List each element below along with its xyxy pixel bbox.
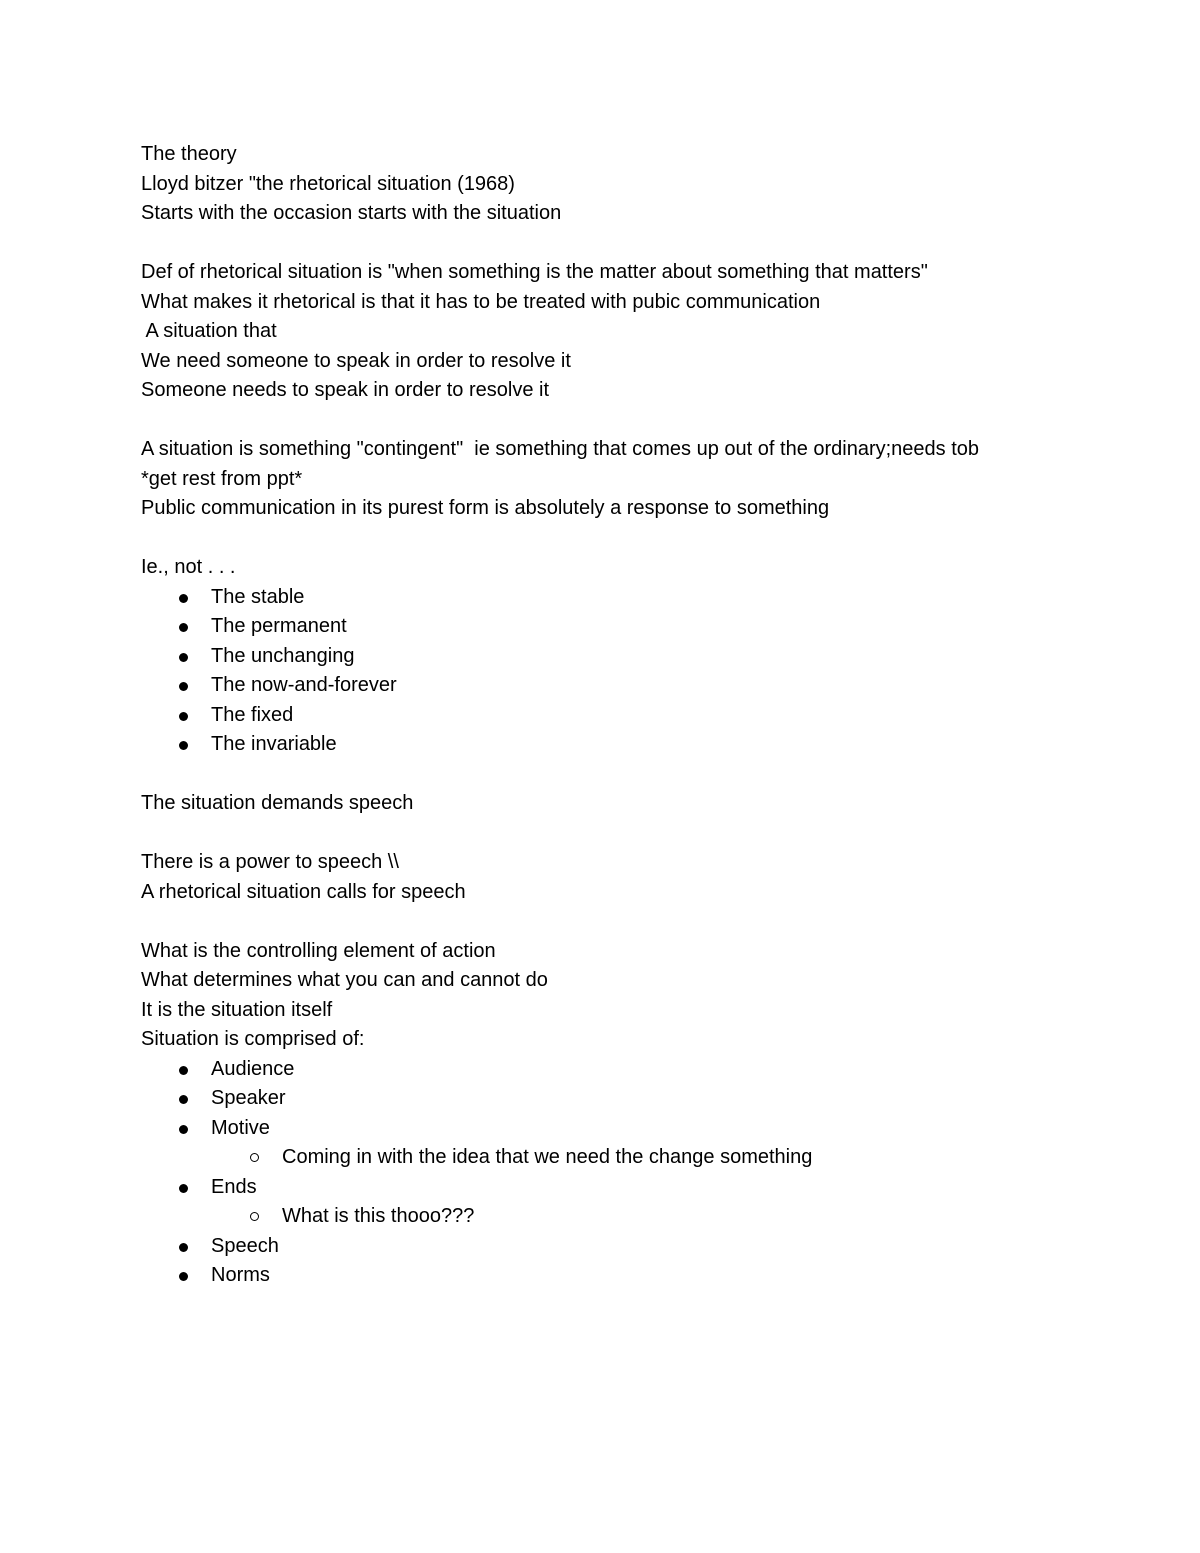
list-item-label: Norms <box>211 1264 270 1286</box>
list-item-label: The unchanging <box>211 644 355 667</box>
text-line: Situation is comprised of: <box>141 1028 365 1050</box>
bullet-icon <box>179 712 188 721</box>
list-item <box>141 1173 1101 1203</box>
bullet-icon <box>179 1095 188 1104</box>
list-item <box>141 583 1101 613</box>
text-line: A situation that <box>141 320 277 342</box>
sub-list-item <box>141 1143 1101 1173</box>
list-item-label: Speaker <box>211 1087 286 1109</box>
bullet-icon <box>179 1125 188 1134</box>
list-item <box>141 701 1101 731</box>
list-item-label: The fixed <box>211 703 294 726</box>
sub-list-item-label: Coming in with the idea that we need the change something <box>282 1146 813 1168</box>
list-item <box>141 1232 1101 1262</box>
list-item-label: The now-and-forever <box>211 674 397 696</box>
hollow-bullet-icon <box>250 1212 259 1221</box>
bullet-icon <box>179 1184 188 1193</box>
bullet-icon <box>179 623 188 632</box>
text-line: What determines what you can and cannot do <box>141 969 548 991</box>
text-line: Starts with the occasion starts with the situation <box>141 202 562 224</box>
text-line: Someone needs to speak in order to resolve it <box>141 379 550 401</box>
text-line: A situation is something "contingent" ie something that comes up out of the ordinary;needs tob <box>141 438 980 460</box>
hollow-bullet-icon <box>250 1153 259 1162</box>
sub-list-item <box>141 1202 1101 1232</box>
document-body <box>141 140 1101 1291</box>
text-line: Ie., not . . . <box>141 556 236 578</box>
sub-list-item-label: What is this thooo??? <box>282 1205 475 1227</box>
bullet-icon <box>179 594 188 603</box>
list-item <box>141 1084 1101 1114</box>
blank-line <box>141 406 1101 436</box>
list-item-label: Motive <box>211 1116 270 1139</box>
bullet-icon <box>179 741 188 750</box>
list-item-label: The invariable <box>211 733 337 755</box>
text-line: What is the controlling element of action <box>141 939 496 962</box>
text-line: A rhetorical situation calls for speech <box>141 880 466 903</box>
list-item <box>141 671 1101 701</box>
bullet-icon <box>179 1272 188 1281</box>
blank-line <box>141 819 1101 849</box>
bullet-icon <box>179 1243 188 1252</box>
list-item-label: Audience <box>211 1057 295 1080</box>
blank-line <box>141 760 1101 790</box>
list-item-label: The permanent <box>211 615 347 637</box>
list-item <box>141 612 1101 642</box>
list-item <box>141 730 1101 760</box>
text-line: The situation demands speech <box>141 792 414 814</box>
bullet-icon <box>179 1066 188 1075</box>
blank-line <box>141 907 1101 937</box>
text-line: Public communication in its purest form is absolutely a response to something <box>141 497 830 519</box>
text-line: There is a power to speech \\ <box>141 851 399 873</box>
text-line: The theory <box>141 143 237 165</box>
list-item <box>141 1114 1101 1144</box>
text-line: Lloyd bitzer "the rhetorical situation (1968) <box>141 172 515 195</box>
text-line: Def of rhetorical situation is "when something is the matter about something that matters" <box>141 261 928 283</box>
list-item-label: Speech <box>211 1234 279 1257</box>
text-line: What makes it rhetorical is that it has to be treated with pubic communication <box>141 290 821 313</box>
list-item <box>141 1261 1101 1291</box>
list-item <box>141 642 1101 672</box>
blank-line <box>141 229 1101 259</box>
bullet-icon <box>179 653 188 662</box>
text-line: It is the situation itself <box>141 998 333 1021</box>
blank-line <box>141 524 1101 554</box>
text-line: *get rest from ppt* <box>141 467 303 490</box>
text-line: We need someone to speak in order to resolve it <box>141 349 571 372</box>
list-item-label: The stable <box>211 585 305 608</box>
bullet-icon <box>179 682 188 691</box>
list-item-label: Ends <box>211 1175 257 1198</box>
list-item <box>141 1055 1101 1085</box>
